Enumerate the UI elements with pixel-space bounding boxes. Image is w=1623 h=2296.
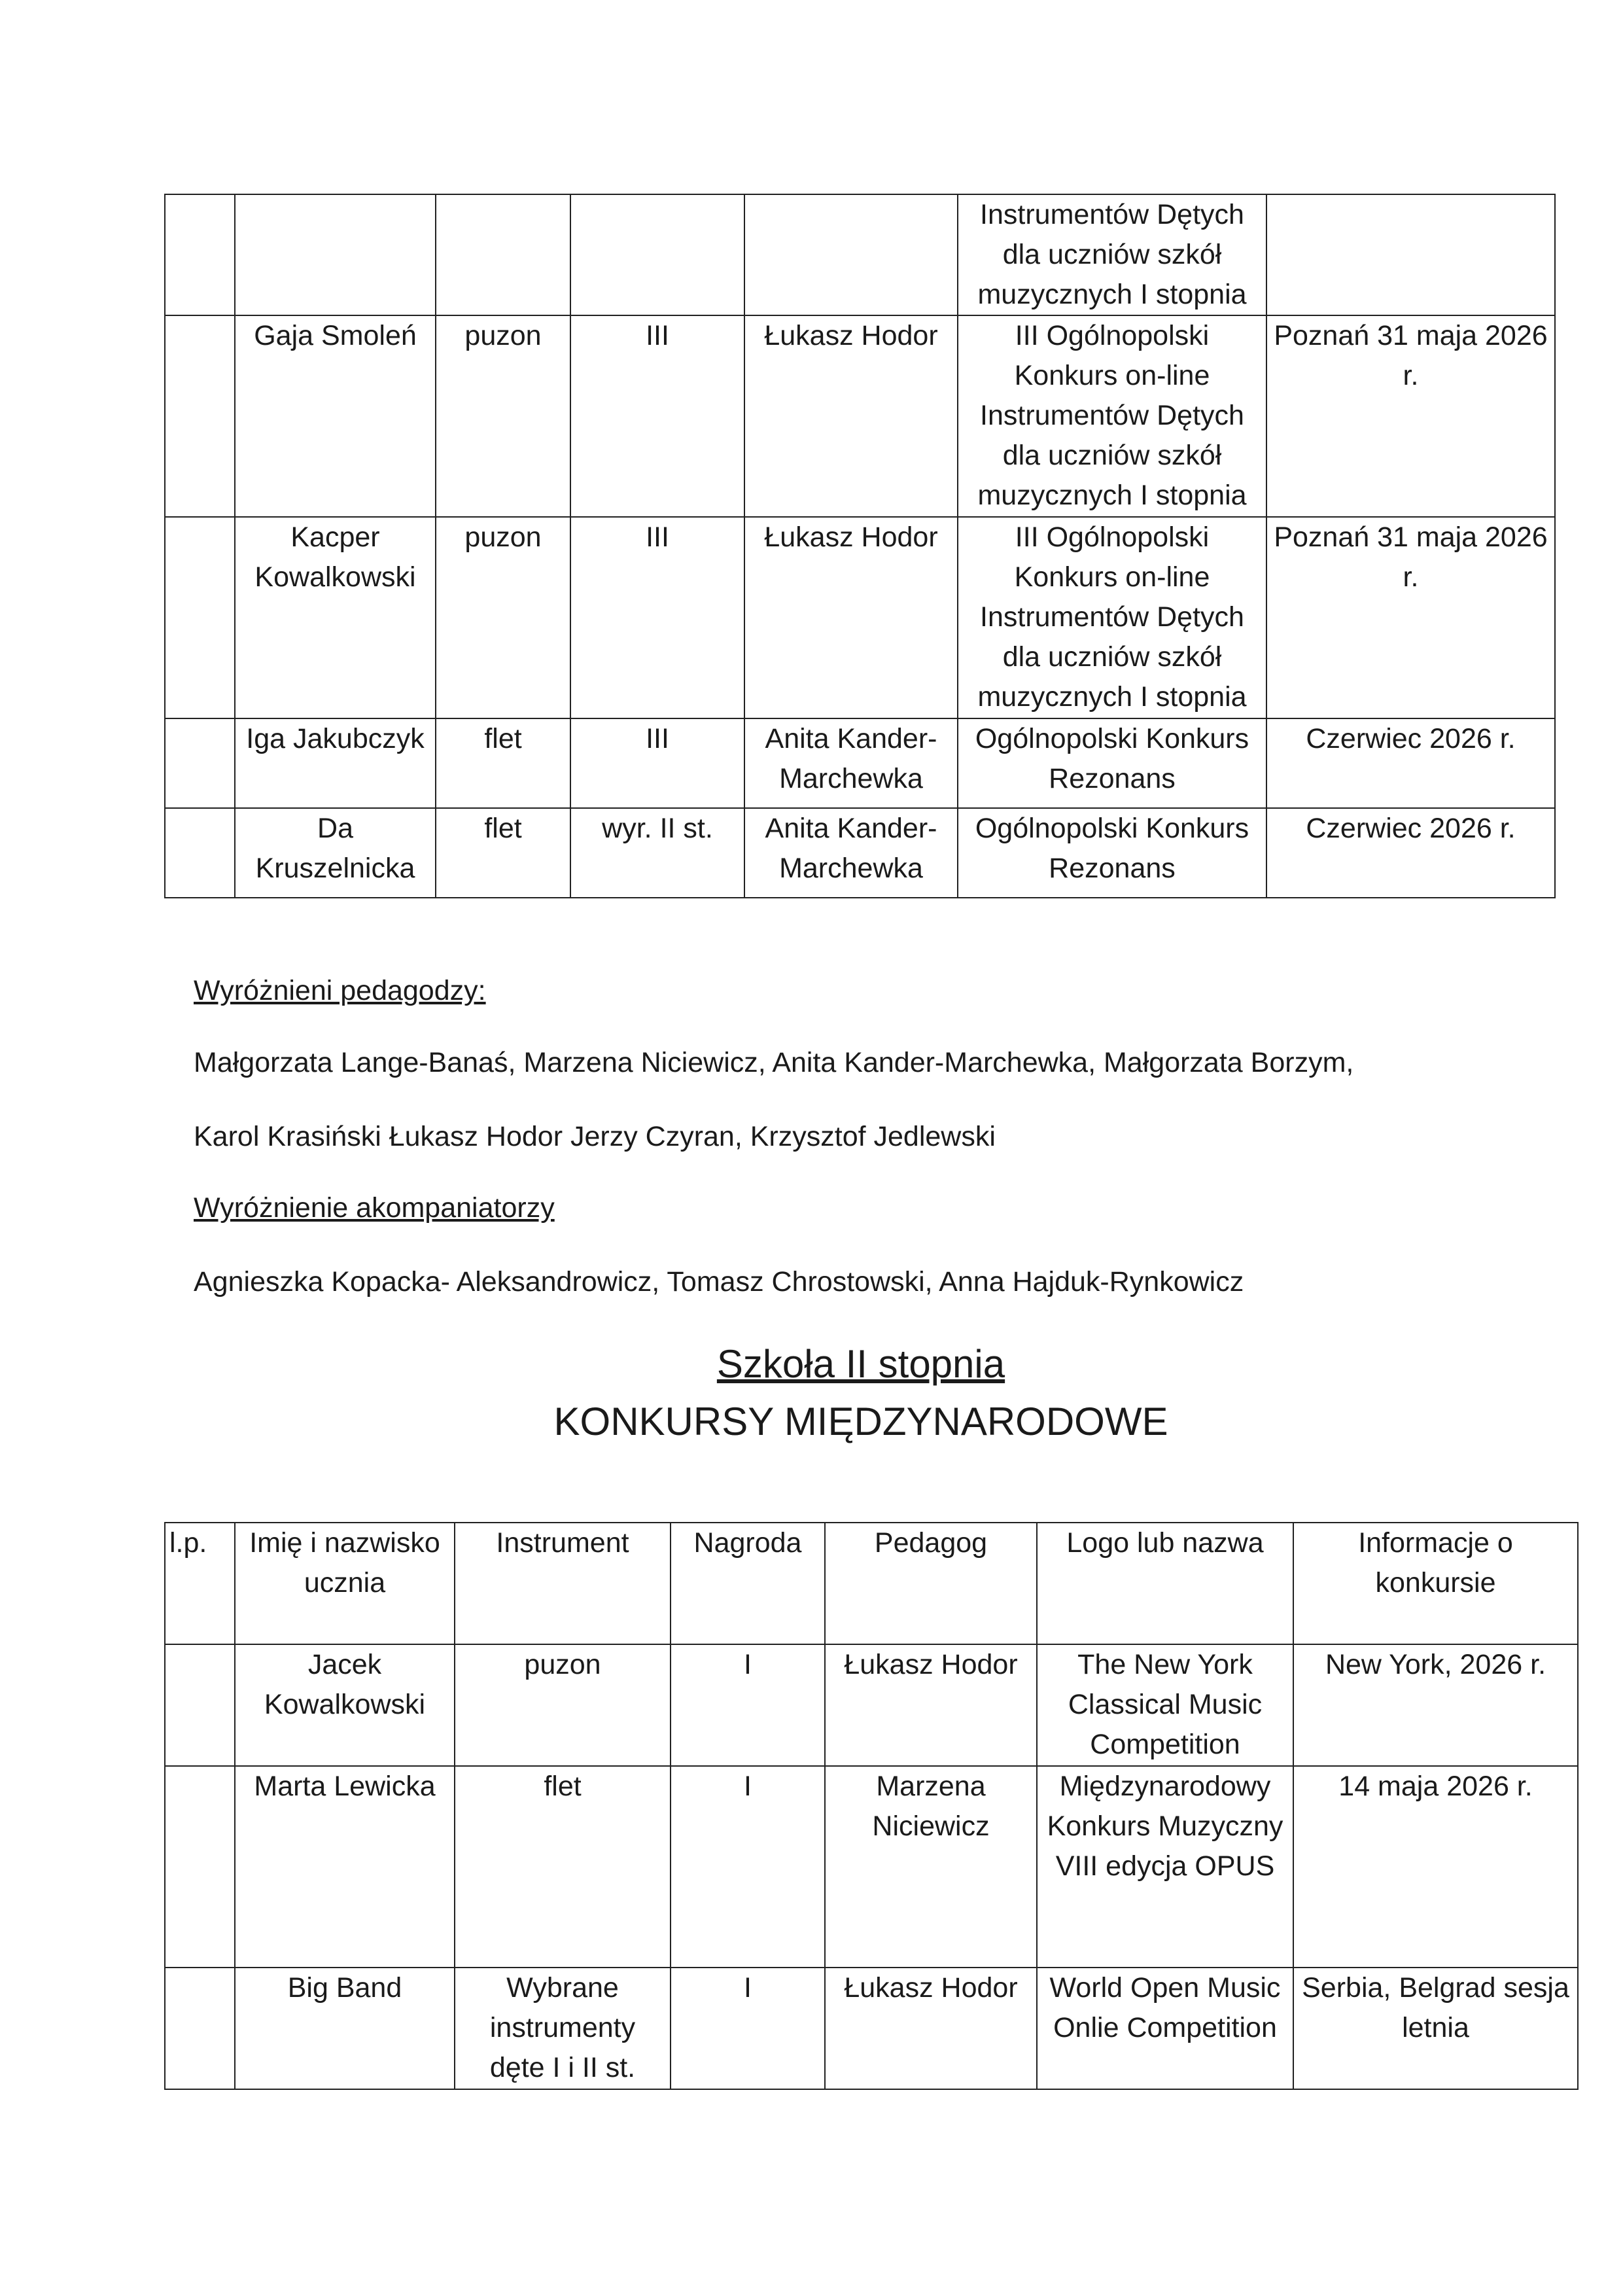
prize-cell: I: [671, 1766, 825, 1968]
student-name-cell: Da Kruszelnicka: [235, 808, 436, 898]
table-row: [165, 1766, 1578, 1968]
lp-cell: [165, 1644, 235, 1766]
lp-cell: [165, 315, 235, 517]
distinguished-teachers-heading: Wyróżnieni pedagodzy:: [194, 975, 486, 1006]
student-name-cell: Kacper Kowalkowski: [235, 517, 436, 718]
prize-cell: I: [671, 1644, 825, 1766]
info-cell: Poznań 31 maja 2026 r.: [1266, 315, 1555, 517]
info-cell: 14 maja 2026 r.: [1293, 1766, 1578, 1968]
header-teacher: Pedagog: [825, 1523, 1037, 1644]
lp-cell: [165, 808, 235, 898]
lp-cell: [165, 1968, 235, 2089]
teacher-cell: Anita Kander-Marchewka: [744, 808, 958, 898]
lp-cell: [165, 1766, 235, 1968]
table-row: [165, 1644, 1578, 1766]
competition-cell: Międzynarodowy Konkurs Muzyczny VIII edycja OPUS: [1037, 1766, 1293, 1968]
info-cell: Serbia, Belgrad sesja letnia: [1293, 1968, 1578, 2089]
competition-cell: III Ogólnopolski Konkurs on-line Instrumentów Dętych dla uczniów szkół muzycznych I stopnia: [958, 517, 1266, 718]
info-cell: Poznań 31 maja 2026 r.: [1266, 517, 1555, 718]
table-header-row: [165, 1523, 1578, 1644]
teacher-cell: [744, 194, 958, 315]
instrument-cell: puzon: [436, 315, 570, 517]
prize-cell: I: [671, 1968, 825, 2089]
table-row: [165, 194, 1555, 315]
student-name-cell: Iga Jakubczyk: [235, 718, 436, 808]
teacher-cell: Marzena Niciewicz: [825, 1766, 1037, 1968]
accompanists-line: Agnieszka Kopacka- Aleksandrowicz, Tomasz Chrostowski, Anna Hajduk-Rynkowicz: [194, 1266, 1244, 1298]
lp-cell: [165, 718, 235, 808]
competition-cell: Ogólnopolski Konkurs Rezonans: [958, 808, 1266, 898]
international-competitions-table: [164, 1522, 1579, 2090]
student-name-cell: Big Band: [235, 1968, 455, 2089]
instrument-cell: [436, 194, 570, 315]
info-cell: Czerwiec 2026 r.: [1266, 808, 1555, 898]
prize-cell: III: [570, 718, 744, 808]
prize-cell: [570, 194, 744, 315]
prize-cell: III: [570, 315, 744, 517]
info-cell: [1266, 194, 1555, 315]
student-name-cell: Jacek Kowalkowski: [235, 1644, 455, 1766]
school-level-title: Szkoła II stopnia: [716, 1342, 1005, 1386]
instrument-cell: puzon: [436, 517, 570, 718]
lp-cell: [165, 194, 235, 315]
instrument-cell: flet: [455, 1766, 671, 1968]
distinguished-teachers-line-2: Karol Krasiński Łukasz Hodor Jerzy Czyran, Krzysztof Jedlewski: [194, 1121, 996, 1152]
header-student-name: Imię i nazwisko ucznia: [235, 1523, 455, 1644]
competition-cell: Instrumentów Dętych dla uczniów szkół muzycznych I stopnia: [958, 194, 1266, 315]
student-name-cell: [235, 194, 436, 315]
teacher-cell: Anita Kander-Marchewka: [744, 718, 958, 808]
student-name-cell: Marta Lewicka: [235, 1766, 455, 1968]
instrument-cell: flet: [436, 718, 570, 808]
teacher-cell: Łukasz Hodor: [744, 517, 958, 718]
prize-cell: wyr. II st.: [570, 808, 744, 898]
competition-cell: World Open Music Onlie Competition: [1037, 1968, 1293, 2089]
prize-cell: III: [570, 517, 744, 718]
competitions-table-level1: [164, 194, 1556, 898]
info-cell: Czerwiec 2026 r.: [1266, 718, 1555, 808]
table-row: [165, 808, 1555, 898]
competition-cell: III Ogólnopolski Konkurs on-line Instrumentów Dętych dla uczniów szkół muzycznych I stopnia: [958, 315, 1266, 517]
table-row: [165, 1968, 1578, 2089]
instrument-cell: puzon: [455, 1644, 671, 1766]
teacher-cell: Łukasz Hodor: [744, 315, 958, 517]
table-row: [165, 718, 1555, 808]
competition-cell: The New York Classical Music Competition: [1037, 1644, 1293, 1766]
header-lp: l.p.: [165, 1523, 235, 1644]
teacher-cell: Łukasz Hodor: [825, 1968, 1037, 2089]
instrument-cell: Wybrane instrumenty dęte I i II st.: [455, 1968, 671, 2089]
student-name-cell: Gaja Smoleń: [235, 315, 436, 517]
info-cell: New York, 2026 r.: [1293, 1644, 1578, 1766]
accompanists-heading: Wyróżnienie akompaniatorzy: [194, 1192, 555, 1224]
lp-cell: [165, 517, 235, 718]
teacher-cell: Łukasz Hodor: [825, 1644, 1037, 1766]
international-competitions-title: KONKURSY MIĘDZYNARODOWE: [553, 1400, 1168, 1443]
header-prize: Nagroda: [671, 1523, 825, 1644]
competition-cell: Ogólnopolski Konkurs Rezonans: [958, 718, 1266, 808]
instrument-cell: flet: [436, 808, 570, 898]
distinguished-teachers-line-1: Małgorzata Lange-Banaś, Marzena Niciewicz, Anita Kander-Marchewka, Małgorzata Borzym,: [194, 1047, 1354, 1078]
header-info: Informacje o konkursie: [1293, 1523, 1578, 1644]
header-competition: Logo lub nazwa: [1037, 1523, 1293, 1644]
table-row: [165, 517, 1555, 718]
table-row: [165, 315, 1555, 517]
header-instrument: Instrument: [455, 1523, 671, 1644]
